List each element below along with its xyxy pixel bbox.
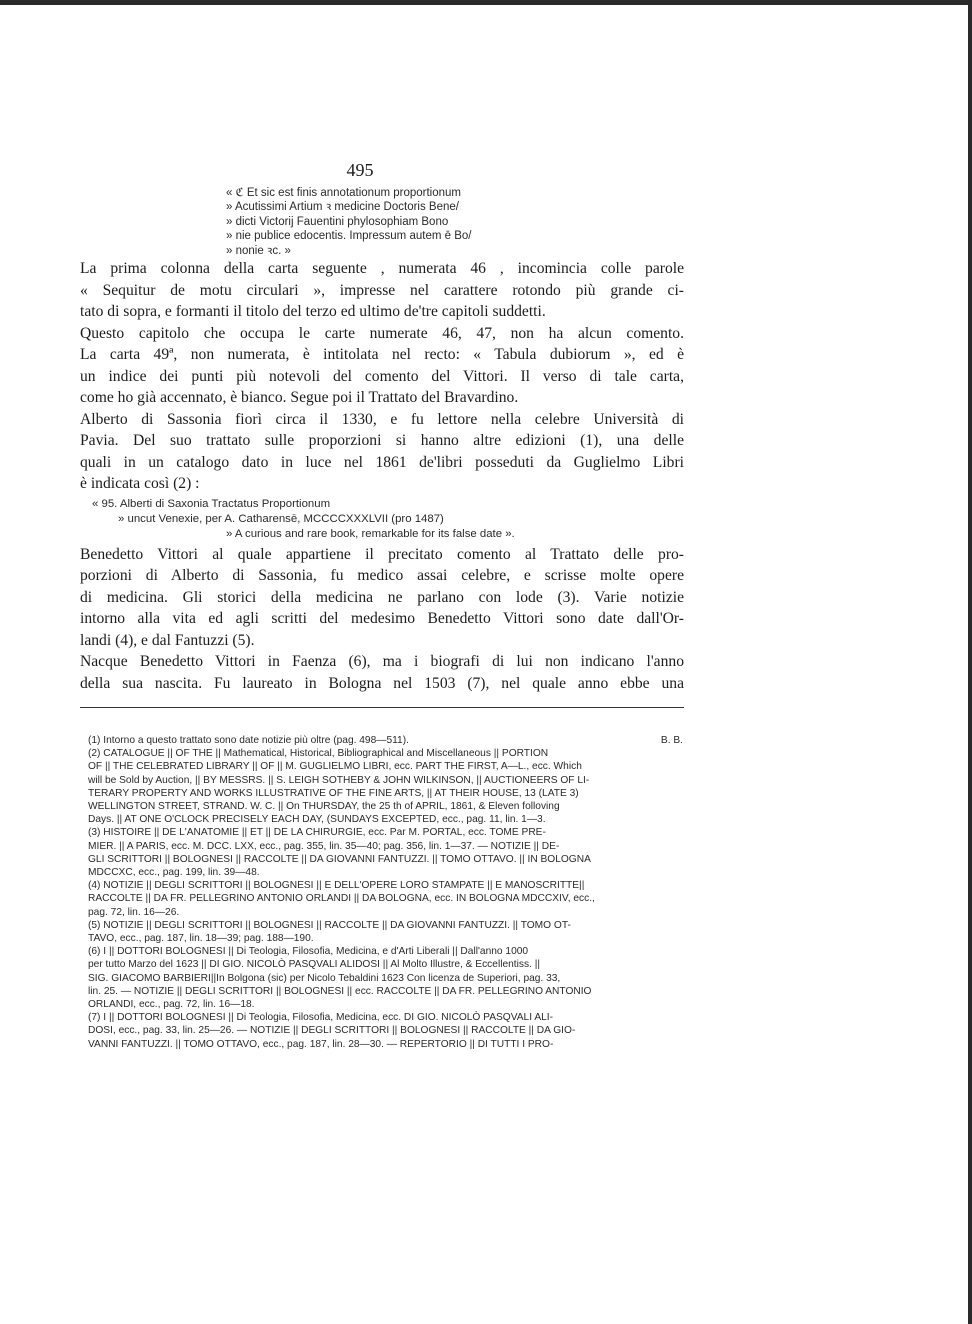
footnote-line: WELLINGTON STREET, STRAND. W. C. || On THURSDAY, the 25 th of APRIL, 1861, & Eleven folloving: [88, 801, 560, 813]
text-line: La carta 49ª, non numerata, è intitolata nel recto: « Tabula dubiorum », ed è: [80, 346, 684, 363]
footnote-line: (5) NOTIZIE || DEGLI SCRITTORI || BOLOGNESI || RACCOLTE || DA GIOVANNI FANTUZZI. || TOMO OT-: [88, 919, 571, 931]
footnote-text: (1) Intorno a questo trattato sono date notizie più oltre (pag. 498—511).: [88, 735, 409, 746]
text-line: è indicata così (2) :: [80, 475, 200, 492]
footnote-line: lin. 25. — NOTIZIE || DEGLI SCRITTORI || BOLOGNESI || ecc. RACCOLTE || DA FR. PELLEGRINO ANTONIO: [88, 985, 592, 997]
quote-line: » Acutissimi Artium ꝛ medicine Doctoris Bene/: [226, 201, 459, 214]
footnote-line: VANNI FANTUZZI. || TOMO OTTAVO, ecc., pag. 187, lin. 28—30. — REPERTORIO || DI TUTTI I PRO-: [88, 1038, 554, 1050]
text-line: quali in un catalogo dato in luce nel 1861 de'libri posseduti da Guglielmo Libri: [80, 453, 684, 471]
body-text: [80, 258, 684, 694]
quote-line: » nie publice edocentis. Impressum autem ē Bo/: [226, 230, 472, 243]
text-line: Alberto di Sassonia fiorì circa il 1330, e fu lettore nella celebre Università di: [80, 410, 684, 428]
catalog-line: » A curious and rare book, remarkable for its false date ».: [226, 527, 515, 540]
text-line: della sua nascita. Fu laureato in Bologna nel 1503 (7), nel quale anno ebbe una: [80, 674, 684, 692]
text-line: Benedetto Vittori al quale appartiene il precitato comento al Trattato delle pro-: [80, 545, 684, 563]
footnote-line: pag. 72, lin. 16—26.: [88, 906, 180, 918]
footnote-line: (6) I || DOTTORI BOLOGNESI || Di Teologia, Filosofia, Medicina, e d'Arti Liberali || Dall'anno 1000: [88, 946, 529, 958]
quote-line: » dicti Victorij Fauentini phylosophiam Bono: [226, 215, 449, 228]
paragraph: [80, 323, 684, 409]
text-line: landi (4), e dal Fantuzzi (5).: [80, 631, 255, 649]
catalog-line: « 95. Alberti di Saxonia Tractatus Proportionum: [92, 497, 331, 510]
quote-line: » nonie ꝛc. »: [226, 244, 291, 257]
paragraph: [80, 409, 684, 495]
footnote-line: will be Sold by Auction, || BY MESSRS. || S. LEIGH SOTHEBY & JOHN WILKINSON, || AUCTIONEERS OF LI-: [88, 774, 590, 786]
catalog-entry: [80, 497, 684, 542]
footnote-line: OF || THE CELEBRATED LIBRARY || OF || M. GUGLIELMO LIBRI, ecc. PART THE FIRST, A—L., ecc. Which: [88, 761, 582, 773]
text-line: di medicina. Gli storici della medicina ne parlano con lode (3). Varie notizie: [80, 588, 684, 606]
footnote-line: RACCOLTE || DA FR. PELLEGRINO ANTONIO ORLANDI || DA BOLOGNA, ecc. IN BOLOGNA MDCCXIV, ecc.,: [88, 893, 595, 905]
text-line: La prima colonna della carta seguente , numerata 46 , incomincia colle parole: [80, 260, 684, 277]
footnote-line: (4) NOTIZIE || DEGLI SCRITTORI || BOLOGNESI || E DELL'OPERE LORO STAMPATE || E MANOSCRITTE||: [88, 880, 585, 892]
footnote-line: DOSI, ecc., pag. 33, lin. 25—26. — NOTIZIE || DEGLI SCRITTORI || BOLOGNESI || RACCOLTE || DA GIO-: [88, 1025, 576, 1037]
text-line: un indice dei punti più notevoli del comento del Vittori. Il verso di tale carta,: [80, 367, 684, 385]
catalog-line: » uncut Venexie, per A. Catharensē, MCCCCXXXLVII (pro 1487): [118, 512, 444, 525]
footnote-line: MDCCXC, ecc., pag. 199, lin. 39—48.: [88, 867, 260, 879]
text-line: Pavia. Del suo trattato sulle proporzioni si hanno altre edizioni (1), una delle: [80, 432, 684, 449]
footnote-signature: B. B.: [660, 735, 683, 746]
text-line: Questo capitolo che occupa le carte numerate 46, 47, non ha alcun comento.: [80, 324, 684, 342]
page-top-border: [0, 0, 972, 5]
paragraph: [80, 651, 684, 694]
footnote-line: GLI SCRITTORI || BOLOGNESI || RACCOLTE || DA GIOVANNI FANTUZZI. || TOMO OTTAVO. || IN BOLOGNA: [88, 853, 591, 865]
footnote-line: (7) I || DOTTORI BOLOGNESI || Di Teologia, Filosofia, Medicina, ecc. DI GIO. NICOLÒ PASQVALI ALI-: [88, 1012, 554, 1024]
footnote-line: TERARY PROPERTY AND WORKS ILLUSTRATIVE OF THE FINE ARTS, || AT THEIR HOUSE, 13 (LATE 3): [88, 787, 579, 799]
quote-line: « ℭ Et sic est finis annotationum proportionum: [226, 187, 462, 199]
footnote-line: TAVO, ecc., pag. 187, lin. 18—39; pag. 188—190.: [88, 933, 314, 945]
paragraph: [80, 258, 684, 323]
text-line: tato di sopra, e formanti il titolo del terzo ed ultimo de'tre capitoli suddetti.: [80, 303, 546, 320]
page-right-border: [968, 0, 972, 1324]
page-number: 495: [346, 160, 374, 180]
footnote-line: MIER. || A PARIS, ecc. M. DCC. LXX, ecc., pag. 355, lin. 35—40; pag. 356, lin. 1—37. — NOTIZIE || DE-: [88, 840, 560, 852]
footnote-line: Days. || AT ONE O'CLOCK PRECISELY EACH DAY, (SUNDAYS EXCEPTED, ecc., pag. 11, lin. 1—3.: [88, 814, 546, 826]
footnote-line: ORLANDI, ecc., pag. 72, lin. 16—18.: [88, 999, 255, 1011]
paragraph: [80, 544, 684, 652]
footnote-line: per tutto Marzo del 1623 || DI GIO. NICOLÒ PASQVALI ALIDOSI || Al Molto Illustre, & Eccellentiss. ||: [88, 959, 541, 971]
footnote-divider: [80, 707, 684, 708]
footnote-line: (2) CATALOGUE || OF THE || Mathematical, Historical, Bibliographical and Miscellaneous || PORTION: [88, 748, 549, 760]
text-line: come ho già accennato, è bianco. Segue poi il Trattato del Bravardino.: [80, 389, 519, 406]
footnote-line: (3) HISTOIRE || DE L'ANATOMIE || ET || DE LA CHIRURGIE, ecc. Par M. PORTAL, ecc. TOME PRE-: [88, 827, 546, 839]
text-line: porzioni di Alberto di Sassonia, fu medico assai celebre, e scrisse molte opere: [80, 567, 684, 584]
text-line: « Sequitur de motu circulari », impresse nel carattere rotondo più grande ci-: [80, 281, 684, 299]
footnote-line: [88, 734, 683, 747]
colophon-quote: [226, 186, 546, 258]
text-line: Nacque Benedetto Vittori in Faenza (6), ma i biografi di lui non indicano l'anno: [80, 653, 684, 670]
footnotes: [88, 734, 683, 1051]
footnote-line: SIG. GIACOMO BARBIERI||In Bolgona (sic) per Nicolo Tebaldini 1623 Con licenza de Superiori, pag. 33,: [88, 972, 561, 984]
text-line: intorno alla vita ed agli scritti del medesimo Benedetto Vittori sono date dall'Or-: [80, 610, 684, 627]
